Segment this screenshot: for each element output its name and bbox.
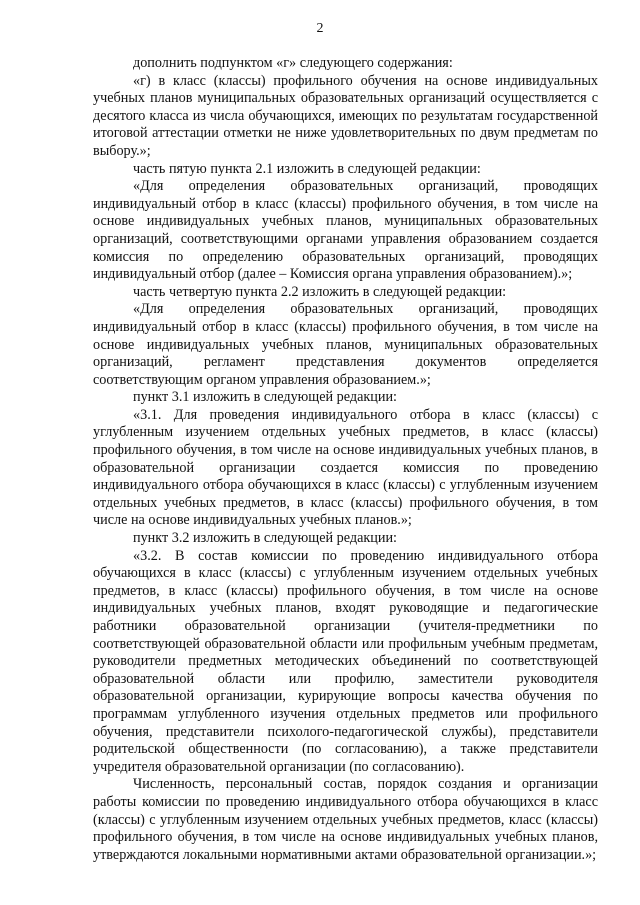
paragraph: часть четвертую пункта 2.2 изложить в следующей редакции:: [133, 283, 507, 300]
page-number: 2: [316, 21, 324, 36]
paragraph: дополнить подпунктом «г» следующего содержания:: [133, 55, 453, 71]
paragraph: Численность, персональный состав, порядок создания и организации работы комиссии по проведению индивидуального отбора обучающихся в класс (классы) с углубленным изучением отдельных учебных предметов, класс (классы) профильного обучения, в том числе на основе индивидуальных учебных планов, утверждаются локальными нормативными актами образовательной организации.»;: [93, 776, 598, 863]
paragraph: часть пятую пункта 2.1 изложить в следующей редакции:: [133, 160, 481, 177]
paragraph: «г) в класс (классы) профильного обучения на основе индивидуальных учебных планов муниципальных образовательных организаций осуществляется с десятого класса из числа обучающихся, имеющих по результатам государственной итоговой аттестации отметки не ниже удовлетворительных по двум предметам по выбору.»;: [93, 72, 598, 159]
paragraph: пункт 3.2 изложить в следующей редакции:: [133, 530, 397, 547]
paragraph: «Для определения образовательных организаций, проводящих индивидуальный отбор в класс (классы) профильного обучения, в том числе на основе индивидуальных учебных планов, муниципальных образовательных организаций, регламент представления документов определяется соответствующим органом управления образованием.»;: [93, 301, 598, 388]
paragraph: пункт 3.1 изложить в следующей редакции:: [133, 389, 397, 406]
paragraph: «3.2. В состав комиссии по проведению индивидуального отбора обучающихся в класс (классы) с углубленным изучением отдельных учебных предметов, в класс (классы) профильного обучения, в том числе на основе индивидуальных учебных планов, входят руководящие и педагогические работники образовательной организации (учителя-предметники по соответствующей образовательной области или профильным учебным предметам, руководители предметных методических объединений по соответствующей образовательной области или профилю, заместители руководителя образовательной организации, курирующие вопросы качества обучения по программам углубленного изучения отдельных предметов или профильного обучения, представители психолого-педагогической службы), представители родительской общественности (по согласованию), а также представители учредителя образовательной организации (по согласованию).: [93, 547, 598, 775]
paragraph: «3.1. Для проведения индивидуального отбора в класс (классы) с углубленным изучением отдельных учебных предметов, в класс (классы) профильного обучения, в том числе на основе индивидуальных учебных планов, в образовательной организации создается комиссия по проведению индивидуального отбора обучающихся в класс (классы) с углубленным изучением отдельных учебных предметов, в класс (классы) профильного обучения, в том числе на основе индивидуальных учебных планов.»;: [93, 406, 598, 529]
paragraph: «Для определения образовательных организаций, проводящих индивидуальный отбор в класс (классы) профильного обучения, в том числе на основе индивидуальных учебных планов, муниципальных образовательных организаций, соответствующими органами управления образованием создается комиссия по определению образовательных организаций, проводящих индивидуальный отбор (далее – Комиссия органа управления образованием).»;: [93, 178, 598, 283]
document-body: [93, 55, 598, 864]
